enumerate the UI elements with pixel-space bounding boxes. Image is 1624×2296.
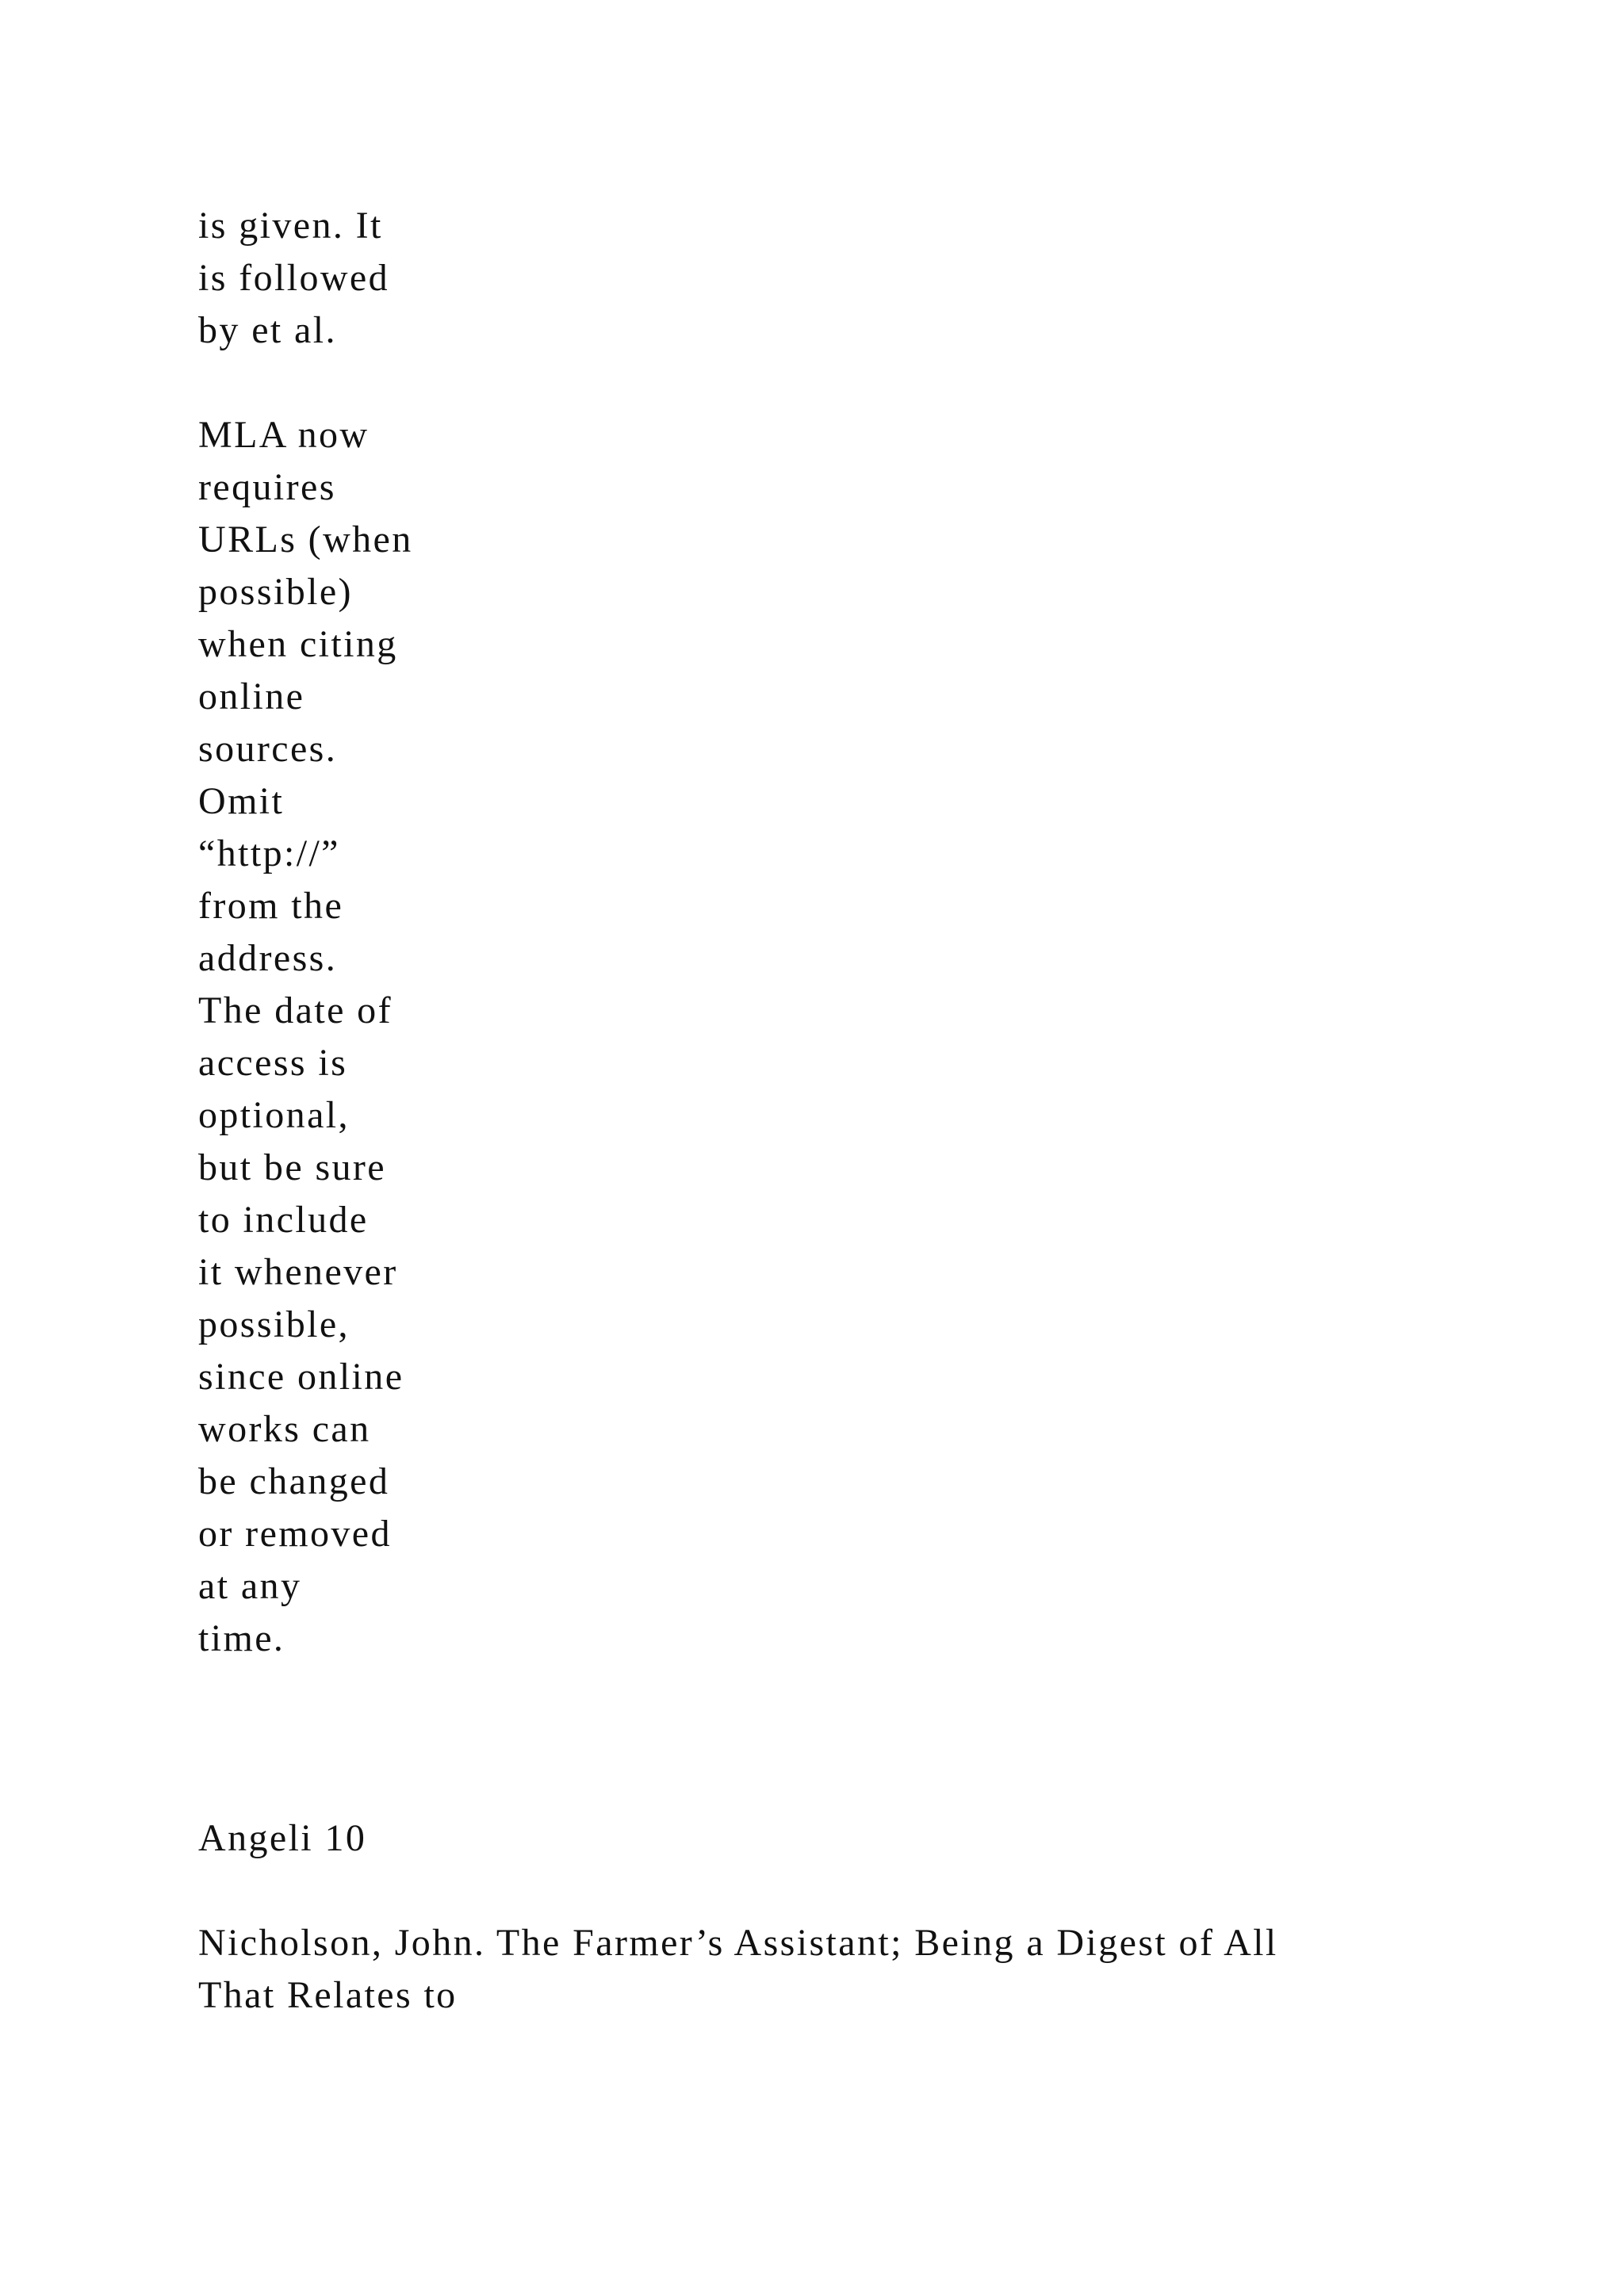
side-note-line: requires — [198, 466, 336, 508]
side-note-line: online — [198, 675, 305, 718]
side-note-line: it whenever — [198, 1251, 398, 1293]
side-note-line: or removed — [198, 1513, 392, 1555]
side-note-line: address. — [198, 937, 338, 979]
side-note-line: since online — [198, 1356, 404, 1398]
side-note-line: “http://” — [198, 832, 340, 874]
side-note-line: when citing — [198, 623, 398, 665]
side-note-line: is given. It — [198, 205, 383, 247]
side-note-line: but be sure — [198, 1146, 387, 1188]
side-note-line: by et al. — [198, 309, 337, 351]
side-note-line: at any — [198, 1565, 302, 1607]
side-note-line: is followed — [198, 257, 390, 299]
citation-line: That Relates to — [198, 1974, 458, 2016]
side-note-line: works can — [198, 1408, 371, 1450]
side-note-line: MLA now — [198, 414, 370, 456]
side-note-line: optional, — [198, 1094, 350, 1136]
side-note-line: from the — [198, 885, 344, 927]
side-note-line: to include — [198, 1199, 369, 1241]
side-note-line: time. — [198, 1617, 285, 1659]
side-note-line: Omit — [198, 780, 285, 822]
side-note-line: URLs (when — [198, 519, 413, 561]
side-note-line: be changed — [198, 1460, 390, 1502]
side-note-line: sources. — [198, 728, 338, 770]
citation-line: Nicholson, John. The Farmer’s Assistant; Being a Digest of All — [198, 1922, 1278, 1964]
side-note-line: access is — [198, 1042, 348, 1084]
side-note-line: The date of — [198, 989, 393, 1031]
side-note-line: possible) — [198, 571, 353, 613]
side-note-line: possible, — [198, 1303, 350, 1345]
page-header: Angeli 10 — [198, 1817, 367, 1859]
